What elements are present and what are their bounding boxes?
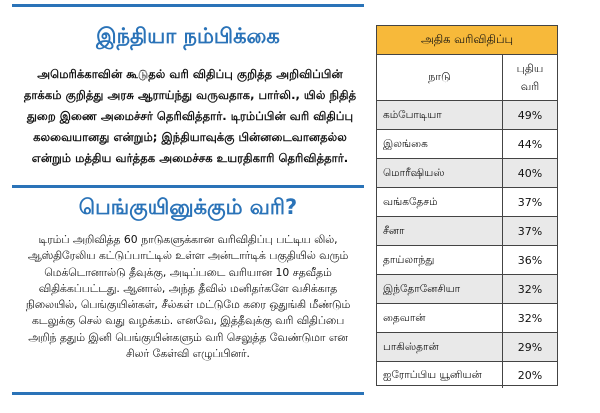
row-country: பாகிஸ்தான் (377, 333, 503, 361)
table-row (377, 304, 557, 333)
table-title: அதிக வரிவிதிப்பு (377, 26, 557, 55)
row-country: இலங்கை (377, 130, 503, 158)
table-header-row (377, 55, 557, 101)
row-country: இந்தோனேசியா (377, 275, 503, 303)
row-country: கம்போடியா (377, 101, 503, 129)
table-row (377, 188, 557, 217)
row-country: ஐரோப்பிய யூனியன் (377, 362, 503, 388)
row-rate: 36% (517, 253, 543, 267)
row-rate: 29% (517, 340, 543, 354)
table-body (377, 101, 557, 388)
section1-title: இந்தியா நம்பிக்கை (96, 24, 280, 48)
bottom-divider (12, 392, 364, 395)
section2-body: டிரம்ப் அறிவித்த 60 நாடுகளுக்கான வரிவிதிப்பு பட்டிய லில், ஆஸ்திரேலிய கட்டுப்பாட்டில் உள்ள அன்டார்டிக் பகுதியில் வரும் மெக்டொனால்டு தீவுக்கு, அடிப்படை வரியான 10 சதவீதம் விதிக்கப்பட்டது. ஆனால், அந்த தீவில் மனிதர்களே வசிக்காத நிலையில், பெங்குயின்கள், சீல்கள் மட்டுமே கரை ஒதுங்கி மீண்டும் கடலுக்கு செல் வது வழக்கம். எனவே, இத்தீவுக்கு வரி விதிப்பை அறிந் ததும் இனி பெங்குயின்களும் வரி செலுத்த வேண்டுமா என சிலர் கேள்வி எழுப்பினர். (25, 233, 351, 361)
table-row (377, 101, 557, 130)
row-rate: 37% (517, 224, 543, 238)
header-country: நாடு (377, 55, 503, 100)
row-rate: 32% (517, 311, 543, 325)
article-column (12, 0, 364, 413)
row-rate: 20% (517, 368, 543, 382)
section2-title: பெங்குயினுக்கும் வரி? (78, 195, 298, 219)
table-row (377, 159, 557, 188)
table-row (377, 275, 557, 304)
top-divider (12, 4, 364, 7)
table-row (377, 130, 557, 159)
section1-body: அமெரிக்காவின் கூடுதல் வரி விதிப்பு குறித்த அறிவிப்பின் தாக்கம் குறித்து அரசு ஆராய்ந்து வருவதாக, பார்லி., யில் நிதித் துறை இணை அமைச்சர் தெரிவித்தார். டிரம்ப்பின் வரி விதிப்பு கலவையானது என்றும்; இந்தியாவுக்கு பின்னடைவானதல்ல என்றும் மத்திய வர்த்தக அமைச்சக உயரதிகாரி தெரிவித்தார். (23, 67, 357, 165)
row-rate: 37% (517, 195, 543, 209)
row-rate: 49% (517, 108, 543, 122)
header-rate-line2: வரி (520, 79, 540, 93)
row-rate: 40% (517, 166, 543, 180)
row-country: சீனா (377, 217, 503, 245)
table-row (377, 217, 557, 246)
row-country: தைவான் (377, 304, 503, 332)
header-rate (503, 55, 557, 100)
table-row (377, 333, 557, 362)
row-country: மொரீஷியஸ் (377, 159, 503, 187)
row-rate: 44% (517, 137, 543, 151)
tariff-table (376, 25, 558, 386)
table-row (377, 246, 557, 275)
middle-divider (12, 185, 364, 188)
header-rate-line1: புதிய (516, 61, 544, 75)
row-rate: 32% (517, 282, 543, 296)
row-country: தாய்லாந்து (377, 246, 503, 274)
table-row (377, 362, 557, 388)
row-country: வங்கதேசம் (377, 188, 503, 216)
